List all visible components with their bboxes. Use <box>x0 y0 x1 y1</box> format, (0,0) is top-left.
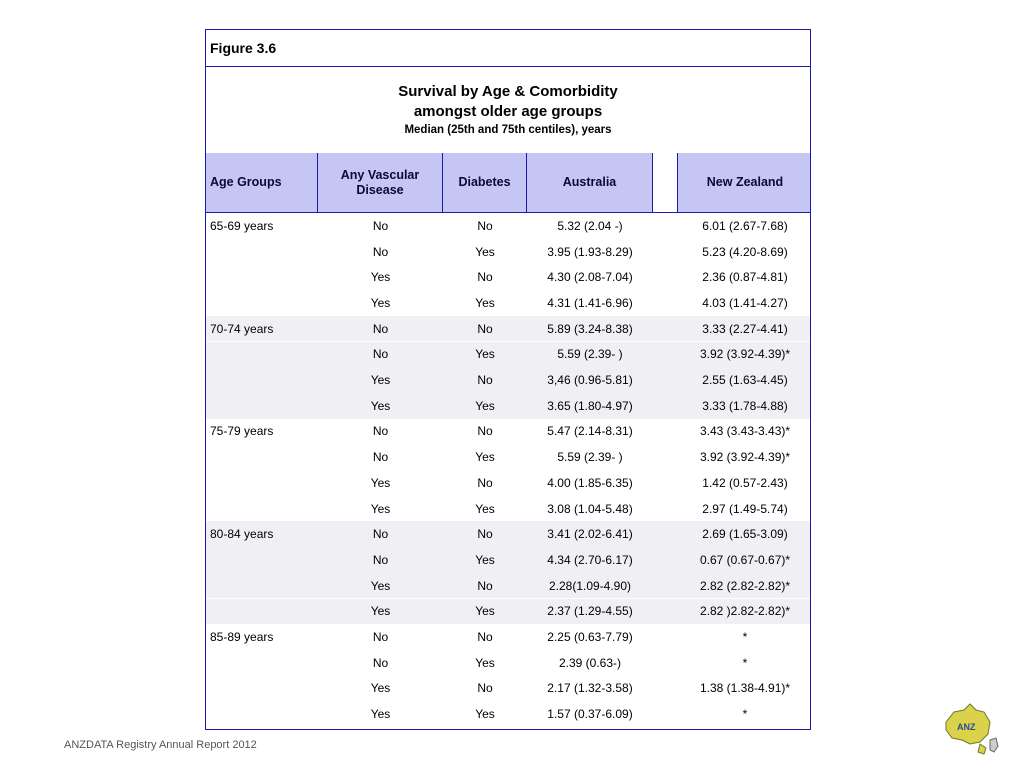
cell-age-group: 75-79 years <box>210 424 274 439</box>
cell-australia: 5.89 (3.24-8.38) <box>547 321 633 336</box>
cell-vascular: Yes <box>370 398 391 413</box>
cell-vascular: Yes <box>370 578 391 593</box>
cell-vascular: No <box>372 347 389 362</box>
cell-diabetes: No <box>477 527 493 542</box>
cell-vascular: No <box>372 630 389 645</box>
header-vascular-disease: Any Vascular Disease <box>318 153 443 212</box>
footer-text: ANZDATA Registry Annual Report 2012 <box>64 739 257 751</box>
cell-new-zealand: 2.97 (1.49-5.74) <box>702 501 788 516</box>
table-row <box>206 547 810 573</box>
figure-table <box>205 29 811 730</box>
cell-new-zealand: 2.82 (2.82-2.82)* <box>699 578 791 593</box>
table-row <box>206 444 810 470</box>
table-row <box>206 650 810 676</box>
cell-vascular: Yes <box>370 475 391 490</box>
cell-new-zealand: 2.36 (0.87-4.81) <box>702 270 788 285</box>
cell-australia: 3.65 (1.80-4.97) <box>547 398 633 413</box>
table-header-row <box>206 153 810 213</box>
cell-new-zealand: * <box>742 630 748 645</box>
table-row <box>206 419 810 445</box>
cell-vascular: No <box>372 552 389 567</box>
header-new-zealand: New Zealand <box>706 175 784 189</box>
cell-diabetes: Yes <box>475 552 495 567</box>
cell-vascular: Yes <box>370 604 391 619</box>
table-title-line2: amongst older age groups <box>413 103 603 120</box>
table-row <box>206 624 810 650</box>
cell-new-zealand: 0.67 (0.67-0.67)* <box>699 552 791 567</box>
cell-diabetes: Yes <box>475 295 495 310</box>
table-row <box>206 393 810 419</box>
figure-label-row <box>206 30 810 67</box>
cell-age-group <box>206 470 318 496</box>
cell-australia: 5.59 (2.39- ) <box>557 450 623 465</box>
cell-new-zealand: 1.38 (1.38-4.91)* <box>699 681 791 696</box>
table-row <box>206 521 810 547</box>
cell-vascular: Yes <box>370 295 391 310</box>
cell-age-group <box>206 444 318 470</box>
cell-new-zealand: 3.43 (3.43-3.43)* <box>699 424 791 439</box>
cell-new-zealand: * <box>742 655 748 670</box>
table-title-line1: Survival by Age & Comorbidity <box>398 83 618 100</box>
cell-vascular: No <box>372 450 389 465</box>
cell-australia: 2.25 (0.63-7.79) <box>547 630 633 645</box>
cell-vascular: No <box>372 244 389 259</box>
cell-new-zealand: * <box>742 707 748 722</box>
cell-australia: 4.31 (1.41-6.96) <box>547 295 633 310</box>
figure-label: Figure 3.6 <box>210 40 277 56</box>
cell-vascular: No <box>372 655 389 670</box>
cell-australia: 3.41 (2.02-6.41) <box>547 527 633 542</box>
cell-australia: 1.57 (0.37-6.09) <box>547 707 633 722</box>
table-row <box>206 367 810 393</box>
cell-australia: 5.32 (2.04 -) <box>557 218 623 233</box>
cell-australia: 3.95 (1.93-8.29) <box>547 244 633 259</box>
cell-age-group <box>206 342 318 368</box>
table-row <box>206 342 810 368</box>
cell-australia: 3.08 (1.04-5.48) <box>547 501 633 516</box>
cell-diabetes: Yes <box>475 707 495 722</box>
cell-australia: 4.30 (2.08-7.04) <box>547 270 633 285</box>
cell-vascular: Yes <box>370 707 391 722</box>
cell-new-zealand: 3.92 (3.92-4.39)* <box>699 450 791 465</box>
cell-diabetes: Yes <box>475 450 495 465</box>
cell-diabetes: Yes <box>475 501 495 516</box>
header-age-groups: Age Groups <box>206 153 318 212</box>
cell-age-group <box>206 701 318 727</box>
cell-australia: 2.37 (1.29-4.55) <box>547 604 633 619</box>
cell-age-group <box>206 650 318 676</box>
table-row <box>206 470 810 496</box>
cell-new-zealand: 2.69 (1.65-3.09) <box>702 527 788 542</box>
cell-vascular: Yes <box>370 270 391 285</box>
cell-age-group: 65-69 years <box>210 218 274 233</box>
cell-australia: 2.17 (1.32-3.58) <box>547 681 633 696</box>
cell-diabetes: Yes <box>475 655 495 670</box>
cell-age-group <box>206 676 318 702</box>
cell-diabetes: No <box>477 218 493 233</box>
cell-new-zealand: 3.92 (3.92-4.39)* <box>699 347 791 362</box>
table-row <box>206 264 810 290</box>
cell-new-zealand: 6.01 (2.67-7.68) <box>702 218 788 233</box>
cell-australia: 2.28(1.09-4.90) <box>548 578 632 593</box>
cell-vascular: No <box>372 424 389 439</box>
table-row <box>206 701 810 727</box>
table-row <box>206 573 810 599</box>
cell-age-group <box>206 264 318 290</box>
cell-new-zealand: 4.03 (1.41-4.27) <box>702 295 788 310</box>
cell-diabetes: No <box>477 578 493 593</box>
cell-age-group <box>206 367 318 393</box>
cell-new-zealand: 2.55 (1.63-4.45) <box>702 373 788 388</box>
table-row <box>206 239 810 265</box>
cell-vascular: No <box>372 321 389 336</box>
cell-australia: 4.34 (2.70-6.17) <box>547 552 633 567</box>
header-diabetes: Diabetes <box>443 153 527 212</box>
cell-vascular: Yes <box>370 373 391 388</box>
cell-australia: 2.39 (0.63-) <box>558 655 622 670</box>
cell-australia: 5.47 (2.14-8.31) <box>547 424 633 439</box>
cell-vascular: No <box>372 527 389 542</box>
cell-diabetes: No <box>477 270 493 285</box>
cell-new-zealand: 2.82 )2.82-2.82)* <box>699 604 791 619</box>
anzdata-logo <box>940 700 1000 756</box>
cell-australia: 5.59 (2.39- ) <box>557 347 623 362</box>
cell-vascular: No <box>372 218 389 233</box>
table-row <box>206 290 810 316</box>
cell-diabetes: Yes <box>475 398 495 413</box>
header-australia: Australia <box>527 153 653 212</box>
cell-diabetes: Yes <box>475 347 495 362</box>
cell-vascular: Yes <box>370 681 391 696</box>
table-row <box>206 316 810 342</box>
cell-age-group: 80-84 years <box>210 527 274 542</box>
cell-age-group <box>206 547 318 573</box>
table-row <box>206 676 810 702</box>
cell-diabetes: No <box>477 321 493 336</box>
cell-australia: 4.00 (1.85-6.35) <box>547 475 633 490</box>
cell-diabetes: Yes <box>475 604 495 619</box>
cell-age-group <box>206 393 318 419</box>
cell-age-group <box>206 496 318 522</box>
cell-australia: 3,46 (0.96-5.81) <box>547 373 633 388</box>
cell-diabetes: No <box>477 424 493 439</box>
table-row <box>206 213 810 239</box>
cell-diabetes: No <box>477 475 493 490</box>
cell-diabetes: No <box>477 630 493 645</box>
cell-age-group <box>206 599 318 625</box>
cell-new-zealand: 5.23 (4.20-8.69) <box>702 244 788 259</box>
cell-diabetes: Yes <box>475 244 495 259</box>
cell-new-zealand: 1.42 (0.57-2.43) <box>702 475 788 490</box>
header-spacer-column <box>653 153 678 212</box>
cell-age-group: 70-74 years <box>210 321 274 336</box>
cell-new-zealand: 3.33 (2.27-4.41) <box>702 321 788 336</box>
table-row <box>206 496 810 522</box>
cell-age-group <box>206 290 318 316</box>
cell-diabetes: No <box>477 373 493 388</box>
svg-text:ANZ: ANZ <box>957 722 976 732</box>
cell-vascular: Yes <box>370 501 391 516</box>
cell-age-group: 85-89 years <box>210 630 274 645</box>
table-row <box>206 599 810 625</box>
cell-age-group <box>206 239 318 265</box>
table-subtitle: Median (25th and 75th centiles), years <box>404 124 612 136</box>
cell-age-group <box>206 573 318 599</box>
cell-new-zealand: 3.33 (1.78-4.88) <box>702 398 788 413</box>
cell-diabetes: No <box>477 681 493 696</box>
